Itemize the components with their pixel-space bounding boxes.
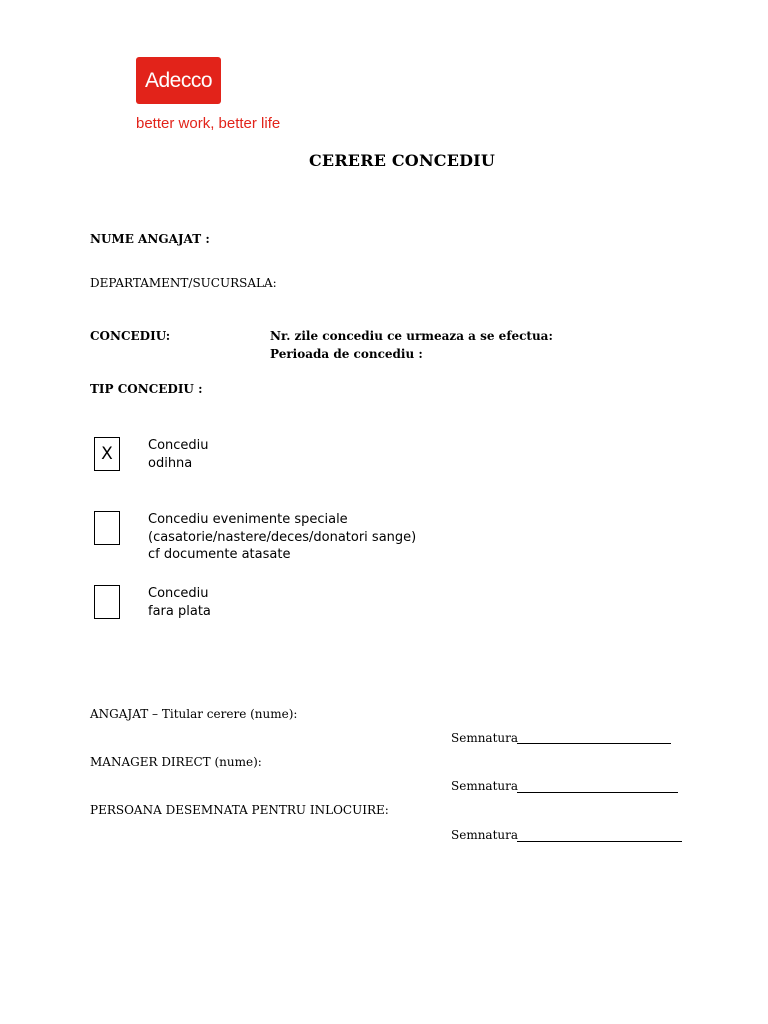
adecco-logo (136, 57, 221, 104)
semnatura-persoana-label: Semnatura (451, 828, 519, 842)
option-line: cf documente atasate (148, 547, 291, 562)
checkbox-evenimente-speciale[interactable] (94, 511, 120, 545)
semnatura-manager-label: Semnatura (451, 779, 519, 793)
semnatura-manager-line[interactable] (517, 792, 678, 793)
option-line: odihna (148, 455, 193, 471)
semnatura-persoana-line[interactable] (517, 841, 682, 842)
perioada-label: Perioada de concediu : (270, 347, 423, 361)
semnatura-angajat-line[interactable] (517, 743, 671, 744)
angajat-titular-label: ANGAJAT – Titular cerere (nume): (90, 707, 298, 721)
checkbox-mark: X (101, 444, 113, 464)
document-title: CERERE CONCEDIU (308, 151, 496, 170)
option-fara-plata (148, 585, 211, 620)
concediu-label: CONCEDIU: (90, 329, 171, 343)
option-line: Concediu (148, 586, 209, 601)
tip-concediu-label: TIP CONCEDIU : (90, 382, 203, 396)
option-evenimente-speciale (148, 511, 416, 564)
persoana-inlocuire-label: PERSOANA DESEMNATA PENTRU INLOCUIRE: (90, 803, 389, 817)
option-line: (casatorie/nastere/deces/donatori sange) (148, 529, 417, 545)
checkbox-odihna[interactable] (94, 437, 120, 471)
logo-tagline: better work, better life (136, 115, 281, 132)
nr-zile-label: Nr. zile concediu ce urmeaza a se efectua: (270, 329, 553, 343)
option-line: Concediu evenimente speciale (148, 512, 348, 527)
nume-angajat-label: NUME ANGAJAT : (90, 232, 210, 246)
option-odihna (148, 437, 209, 472)
logo-wordmark: Adecco (144, 68, 213, 92)
manager-direct-label: MANAGER DIRECT (nume): (90, 755, 262, 769)
option-line: Concediu (148, 438, 209, 453)
checkbox-fara-plata[interactable] (94, 585, 120, 619)
option-line: fara plata (148, 603, 211, 619)
departament-label: DEPARTAMENT/SUCURSALA: (90, 276, 277, 290)
semnatura-angajat-label: Semnatura (451, 731, 519, 745)
